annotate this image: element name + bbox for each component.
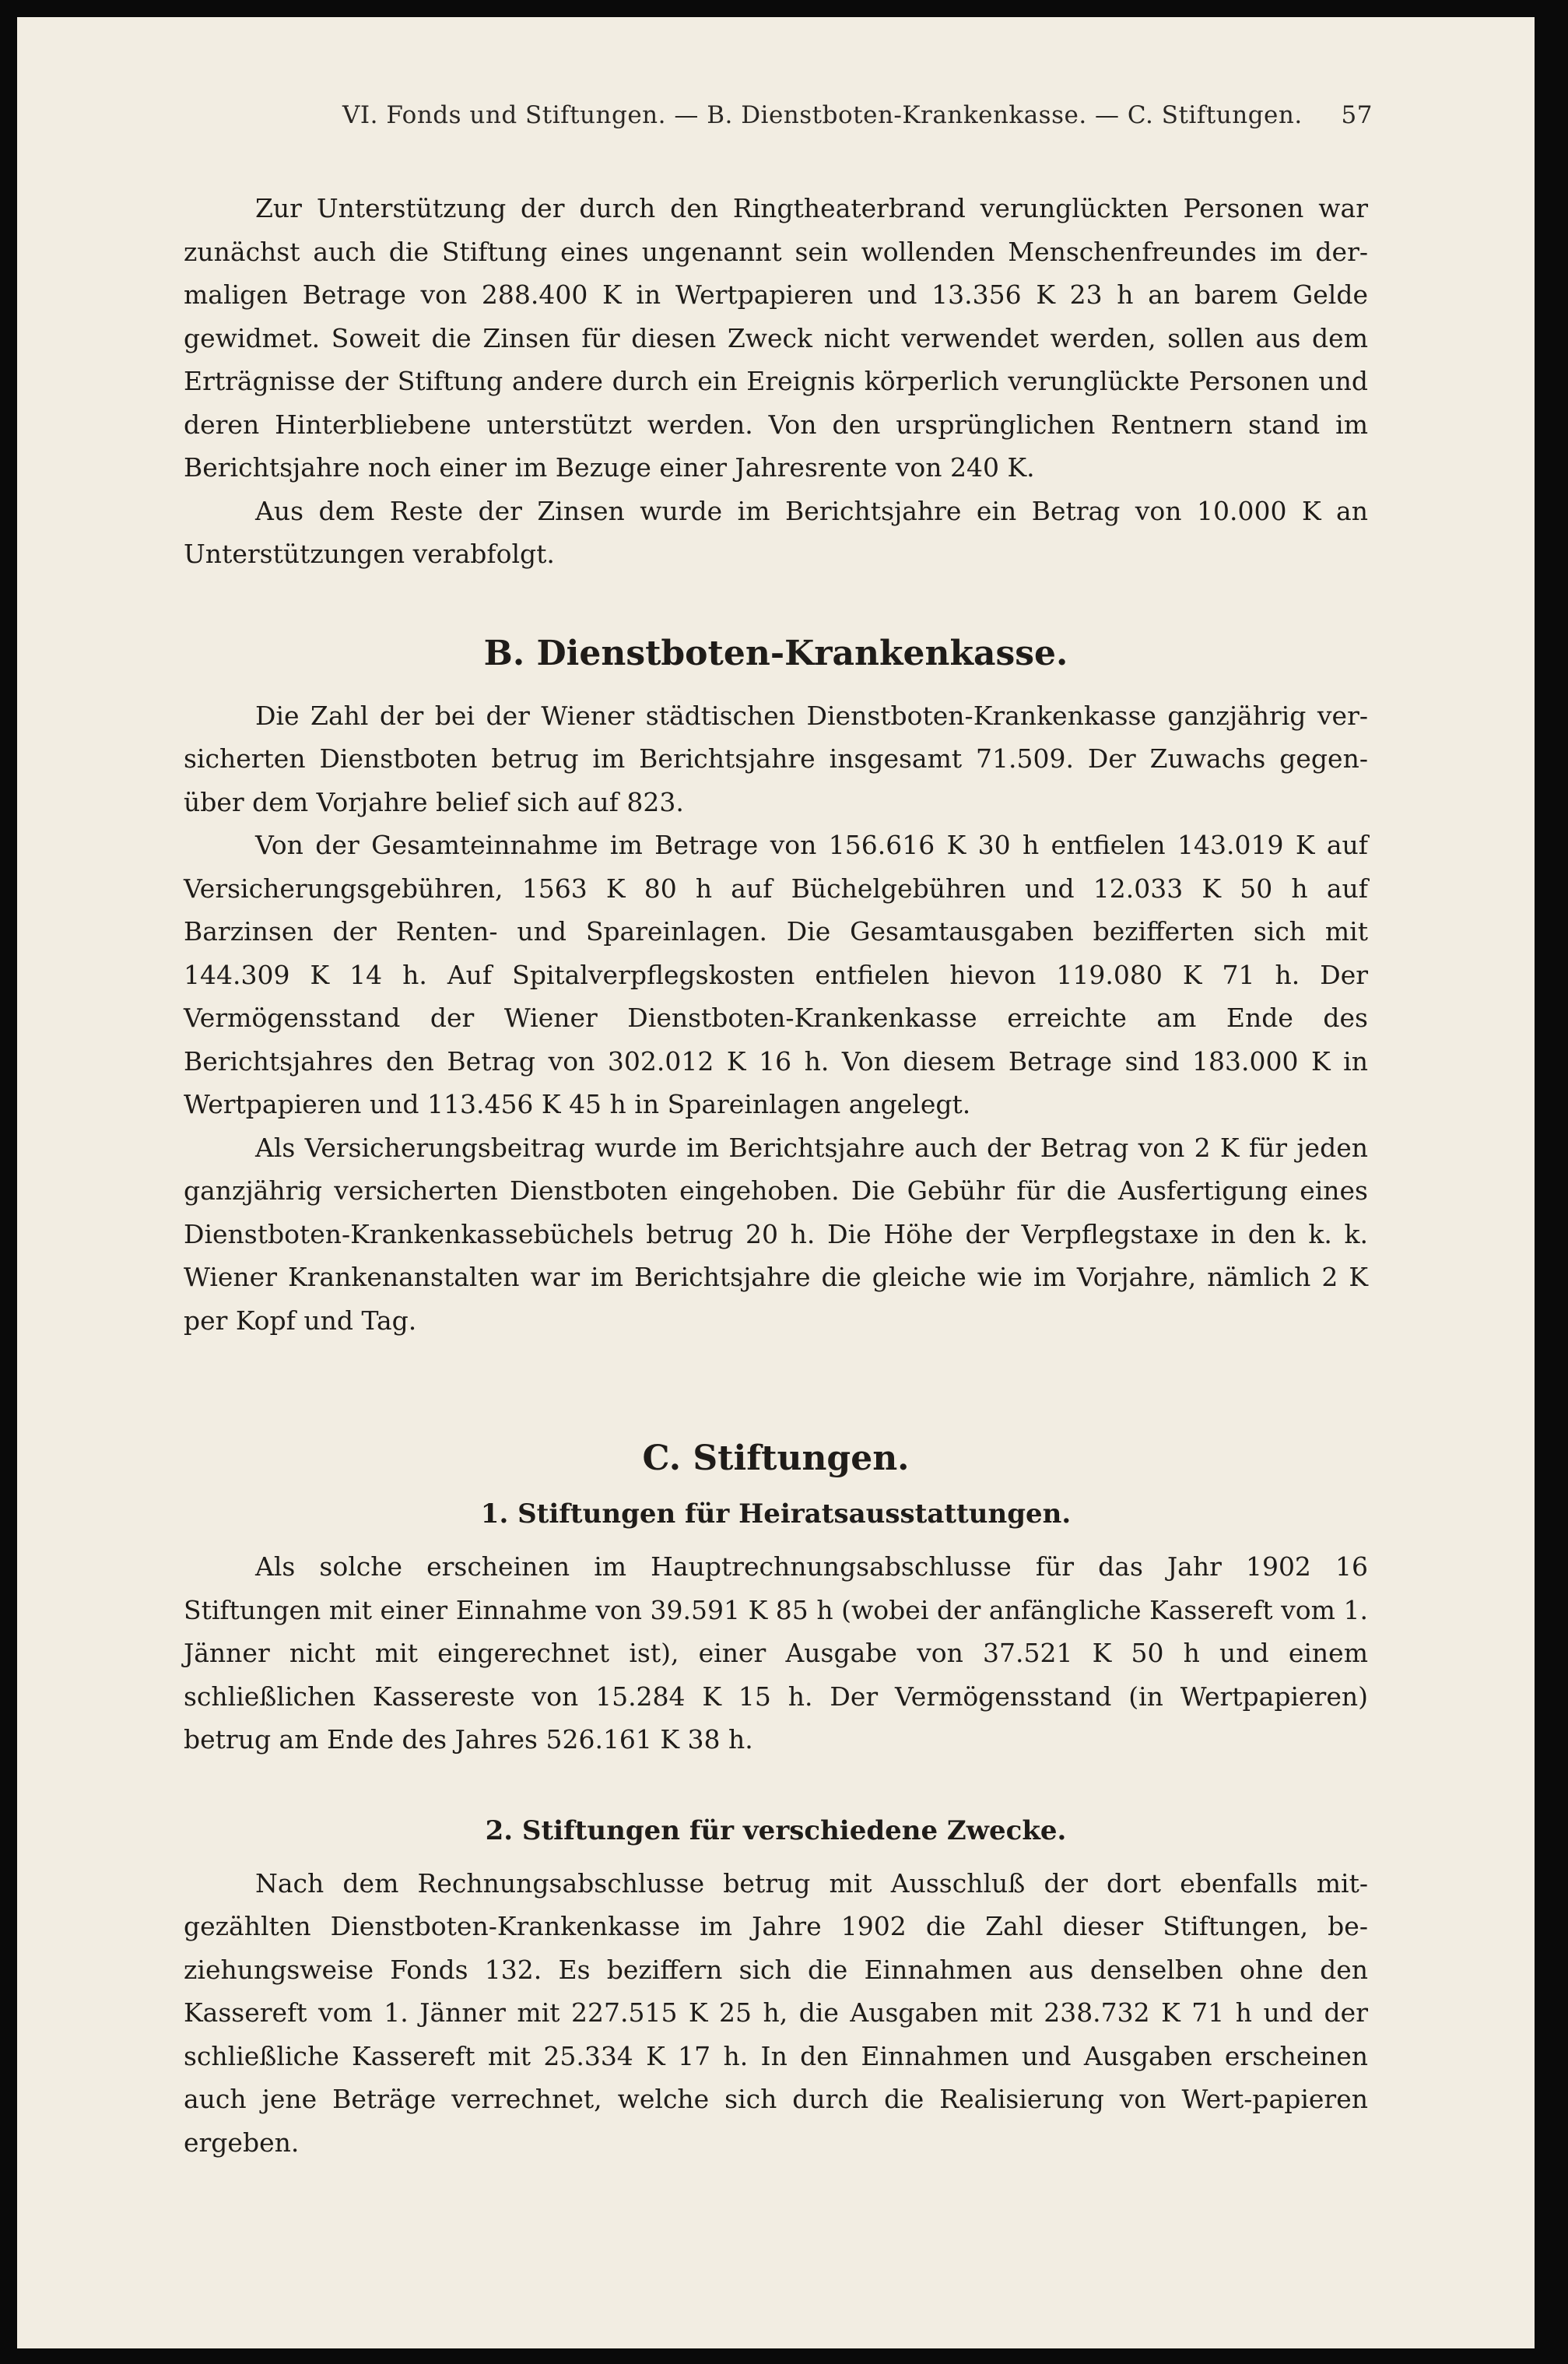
running-title: VI. Fonds und Stiftungen. — B. Dienstboten-Krankenkasse. — C. Stiftungen. bbox=[342, 101, 1303, 129]
section-b-paragraph-2: Von der Gesamteinnahme im Betrage von 156.616 K 30 h entfielen 143.019 K auf Versicherungsgebühren, 1563 K 80 h auf Büchelgebühren und 12.033 K 50 h auf Barzinsen der Renten- und Spareinlagen. Die Gesamtausgaben bezifferten sich mit 144.309 K 14 h. Auf Spitalverpflegskosten entfielen hievon 119.080 K 71 h. Der Vermögensstand der Wiener Dienstboten-Krankenkasse erreichte am Ende des Berichtsjahres den Betrag von 302.012 K 16 h. Von diesem Betrage sind 183.000 K in Wertpapieren und 113.456 K 45 h in Spareinlagen angelegt. bbox=[184, 830, 1368, 1119]
section-b-paragraph-3: Als Versicherungsbeitrag wurde im Berichtsjahre auch der Betrag von 2 K für jeden ganzjährig versicherten Dienstboten eingehoben. Die Gebühr für die Ausfertigung eines Dienstboten-Krankenkassebüchels betrug 20 h. Die Höhe der Verpflegstaxe in den k. k. Wiener Krankenanstalten war im Berichtsjahre die gleiche wie im Vorjahre, nämlich 2 K per Kopf und Tag. bbox=[184, 1132, 1368, 1336]
subsection-1-heading: 1. Stiftungen für Heiratsausstattungen. bbox=[480, 1498, 1072, 1530]
subsection-2-paragraph: Nach dem Rechnungsabschlusse betrug mit Ausschluß der dort ebenfalls mit-gezählten Dienstboten-Krankenkasse im Jahre 1902 die Zahl dieser Stiftungen, be-ziehungsweise Fonds 132. Es beziffern sich die Einnahmen aus denselben ohne den Kassereft vom 1. Jänner mit 227.515 K 25 h, die Ausgaben mit 238.732 K 71 h und der schließliche Kassereft mit 25.334 K 17 h. In den Einnahmen und Ausgaben erscheinen auch jene Beträge verrechnet, welche sich durch die Realisierung von Wert-papieren ergeben. bbox=[184, 1867, 1368, 2158]
intro-paragraph-2: Aus dem Reste der Zinsen wurde im Berichtsjahre ein Betrag von 10.000 K an Unterstützungen verabfolgt. bbox=[184, 495, 1368, 569]
page-number: 57 bbox=[1341, 101, 1373, 129]
subsection-2-heading: 2. Stiftungen für verschiedene Zwecke. bbox=[485, 1814, 1067, 1846]
document-page bbox=[17, 17, 1535, 2348]
section-c-heading: C. Stiftungen. bbox=[642, 1438, 910, 1478]
page-body bbox=[184, 187, 1368, 2164]
section-b-heading: B. Dienstboten-Krankenkasse. bbox=[483, 633, 1068, 673]
section-b-paragraph-1: Die Zahl der bei der Wiener städtischen Dienstboten-Krankenkasse ganzjährig ver-sicherten Dienstboten betrug im Berichtsjahre insgesamt 71.509. Der Zuwachs gegen-über dem Vorjahre belief sich auf 823. bbox=[184, 700, 1368, 817]
intro-paragraph-1: Zur Unterstützung der durch den Ringtheaterbrand verunglückten Personen war zunächst auch die Stiftung eines ungenannt sein wollenden Menschenfreundes im der-maligen Betrage von 288.400 K in Wertpapieren und 13.356 K 23 h an barem Gelde gewidmet. Soweit die Zinsen für diesen Zweck nicht verwendet werden, sollen aus dem Erträgnisse der Stiftung andere durch ein Ereignis körperlich verunglückte Personen und deren Hinterbliebene unterstützt werden. Von den ursprünglichen Rentnern stand im Berichtsjahre noch einer im Bezuge einer Jahresrente von 240 K. bbox=[184, 193, 1368, 483]
subsection-1-paragraph: Als solche erscheinen im Hauptrechnungsabschlusse für das Jahr 1902 16 Stiftungen mit einer Einnahme von 39.591 K 85 h (wobei der anfängliche Kassereft vom 1. Jänner nicht mit eingerechnet ist), einer Ausgabe von 37.521 K 50 h und einem schließlichen Kassereste von 15.284 K 15 h. Der Vermögensstand (in Wertpapieren) betrug am Ende des Jahres 526.161 K 38 h. bbox=[184, 1551, 1368, 1755]
